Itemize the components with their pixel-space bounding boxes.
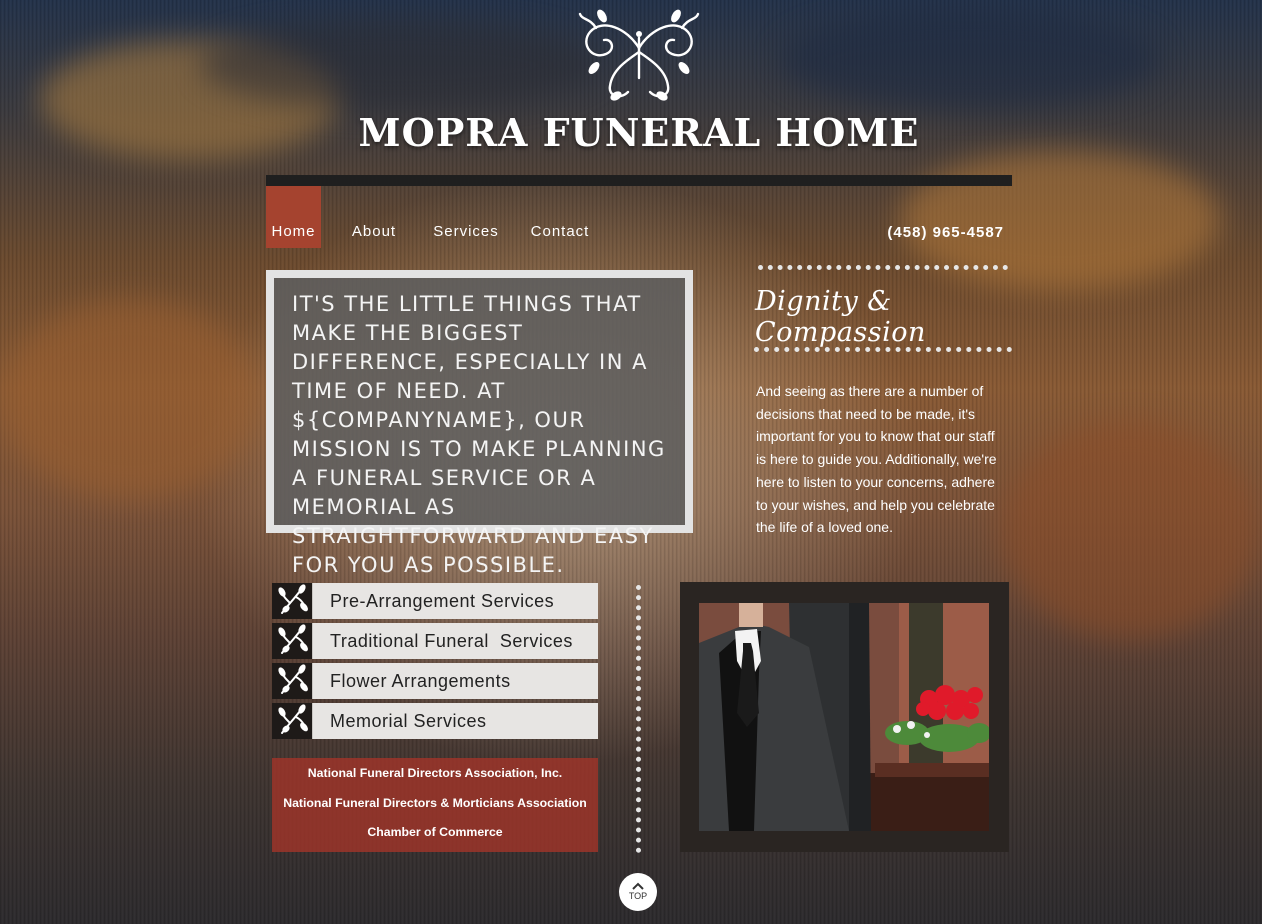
service-link-traditional-funeral[interactable] xyxy=(272,623,598,659)
phone-number[interactable]: (458) 965-4587 xyxy=(887,224,1004,241)
service-label: Traditional Funeral Services xyxy=(312,623,598,659)
dotted-divider-top xyxy=(758,265,1008,270)
nav-contact[interactable]: Contact xyxy=(530,223,590,240)
background-cloud xyxy=(0,300,260,500)
association-link[interactable]: National Funeral Directors & Morticians Association xyxy=(283,795,587,810)
service-link-flower-arrangements[interactable] xyxy=(272,663,598,699)
back-to-top-button[interactable] xyxy=(619,873,657,911)
dotted-divider-bottom xyxy=(754,347,1012,352)
butterfly-swirl-icon xyxy=(572,8,706,102)
flower-sprig-icon xyxy=(272,623,312,659)
association-link[interactable]: National Funeral Directors Association, Inc. xyxy=(307,766,563,780)
service-label: Pre-Arrangement Services xyxy=(312,583,598,619)
vertical-dotted-divider xyxy=(636,585,641,853)
about-paragraph: And seeing as there are a number of decisions that need to be made, it's important for you to know that our staff is here to guide you. Additionally, we're here to listen to your concerns, adhere to your wishes, and help you celebrate the life of a loved one. xyxy=(756,383,997,536)
nav-services[interactable]: Services xyxy=(433,223,499,240)
background-cloud xyxy=(1000,420,1260,640)
photo-frame xyxy=(680,582,1009,852)
title-divider-bar xyxy=(266,175,1012,186)
background-cloud xyxy=(200,20,600,110)
service-label: Flower Arrangements xyxy=(312,663,598,699)
service-label: Memorial Services xyxy=(312,703,598,739)
flower-sprig-icon xyxy=(272,583,312,619)
site-title: MOPRA FUNERAL HOME xyxy=(358,110,920,155)
chevron-up-icon xyxy=(631,881,645,890)
flower-sprig-icon xyxy=(272,663,312,699)
mission-statement-box xyxy=(266,270,693,577)
nav-about[interactable]: About xyxy=(351,223,397,240)
associations-box xyxy=(272,758,598,852)
flower-sprig-icon xyxy=(272,703,312,739)
nav-home[interactable]: Home xyxy=(266,186,321,248)
back-to-top-label: TOP xyxy=(628,891,648,901)
mission-statement-text: IT'S THE LITTLE THINGS THAT MAKE THE BIGGEST DIFFERENCE, ESPECIALLY IN A TIME OF NEED. AT ${COMPANYNAME}, OUR MISSION IS TO MAKE PLANNING A FUNERAL SERVICE OR A MEMORIAL AS STRAIGHTFORWARD AND EASY FOR YOU AS POSSIBLE. xyxy=(292,292,666,577)
service-link-memorial[interactable] xyxy=(272,703,598,739)
background-cloud xyxy=(780,10,1160,110)
service-link-pre-arrangement[interactable] xyxy=(272,583,598,619)
tagline: Dignity & Compassion xyxy=(755,286,926,348)
association-link[interactable]: Chamber of Commerce xyxy=(367,825,503,839)
pallbearers-photo xyxy=(699,603,989,831)
